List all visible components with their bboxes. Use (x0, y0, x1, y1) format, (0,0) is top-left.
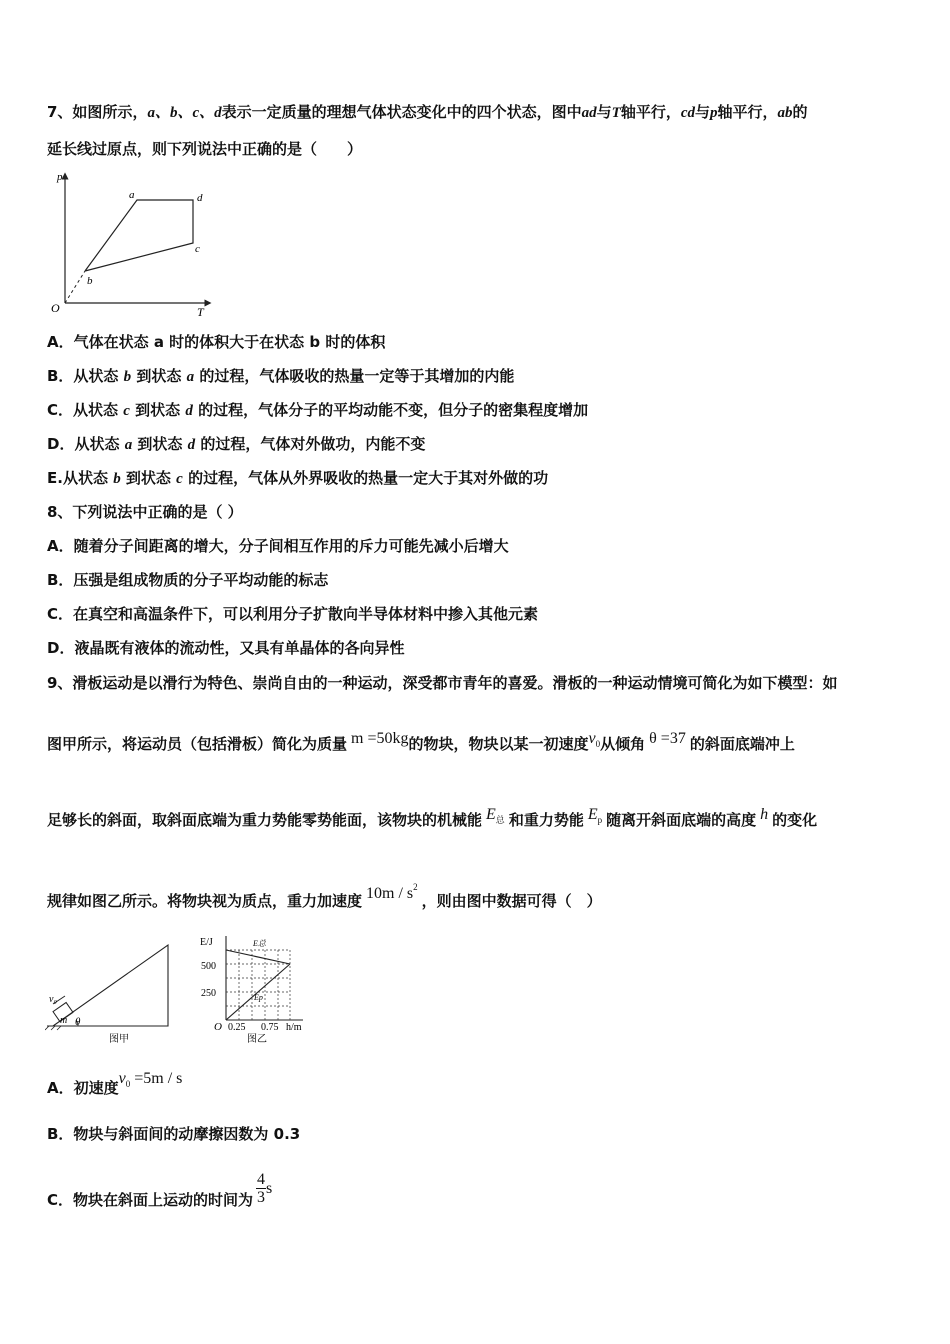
q7-pt-graph (45, 168, 220, 318)
tick-075: 0.75 (261, 1022, 279, 1033)
q9-figure-incline (45, 940, 180, 1050)
grid-dashed (226, 950, 290, 1020)
q7-stem-line2: 延长线过原点，则下列说法中正确的是（ ） (47, 140, 363, 158)
q7-option-a: A．气体在状态 a 时的体积大于在状态 b 时的体积 (47, 333, 386, 351)
caption-jia: 图甲 (109, 1034, 129, 1045)
q7-option-d: D．从状态 a 到状态 d 的过程，气体对外做功，内能不变 (47, 435, 426, 453)
q8-option-b: B．压强是组成物质的分子平均动能的标志 (47, 571, 329, 589)
q9-stem-line1: 9、滑板运动是以滑行为特色、崇尚自由的一种运动，深受都市青年的喜爱。滑板的一种运动情境可简化为如下模型：如 (47, 674, 838, 692)
q7-option-b: B．从状态 b 到状态 a 的过程，气体吸收的热量一定等于其增加的内能 (47, 367, 515, 385)
q7-dashed-extension (65, 271, 85, 303)
q9-option-c: C．物块在斜面上运动的时间为 $\frac{4}{3}$ s (47, 1171, 273, 1209)
graph-xlabel: h/m (286, 1022, 302, 1033)
q9-stem-line3: 足够长的斜面，取斜面底端为重力势能零势能面，该物块的机械能 $E_总$ 和重力势能 $E_p$ 随离开斜面底端的高度 h 的变化 (47, 806, 818, 829)
ground-hatch (45, 1026, 61, 1030)
tick-250: 250 (201, 988, 216, 999)
q7-option-e: E.从状态 b 到状态 c 的过程，气体从外界吸收的热量一定大于其对外做的功 (47, 469, 549, 487)
q7-label-b: b (87, 275, 93, 287)
label-e-p: Ep (254, 993, 263, 1002)
q7-label-d: d (197, 192, 203, 204)
label-v0: v₀ (49, 994, 57, 1005)
q9-option-b: B．物块与斜面间的动摩擦因数为 0.3 (47, 1125, 301, 1143)
q7-label-a: a (129, 189, 135, 201)
q7-option-c: C．从状态 c 到状态 d 的过程，气体分子的平均动能不变，但分子的密集程度增加 (47, 401, 589, 419)
caption-yi: 图乙 (247, 1034, 267, 1045)
fraction-4-3: $\frac{4}{3}$ (257, 1171, 266, 1206)
graph-ylabel: E/J (200, 937, 213, 948)
line-total-energy (226, 950, 290, 964)
q8-option-a: A．随着分子间距离的增大，分子间相互作用的斥力可能先减小后增大 (47, 537, 509, 555)
label-theta: θ (75, 1016, 81, 1028)
tick-025: 0.25 (228, 1022, 246, 1033)
q7-label-T: T (197, 305, 204, 318)
q9-figure-energy-graph (198, 930, 318, 1050)
q7-label-p: p (57, 171, 63, 183)
q7-cycle-path (85, 200, 193, 271)
q7-stem-line1: 7、如图所示，a、b、c、d表示一定质量的理想气体状态变化中的四个状态，图中ad与T轴平行，cd与p轴平行，ab的 (47, 103, 808, 121)
label-m: m (60, 1015, 68, 1026)
q8-option-c: C．在真空和高温条件下，可以利用分子扩散向半导体材料中掺入其他元素 (47, 605, 539, 623)
q8-option-d: D．液晶既有液体的流动性，又具有单晶体的各向异性 (47, 639, 405, 657)
q8-stem: 8、下列说法中正确的是（ ） (47, 503, 243, 521)
q7-label-O: O (51, 301, 60, 315)
q9-stem-line4: 规律如图乙所示。将物块视为质点，重力加速度 $10m / s^2$ ，则由图中数据可得（ ） (47, 882, 602, 910)
tick-500: 500 (201, 961, 216, 972)
graph-origin: O (214, 1021, 222, 1033)
q7-label-c: c (195, 243, 200, 255)
q9-stem-line2: 图甲所示，将运动员（包括滑板）简化为质量 m =50kg的物块，物块以某一初速度$v_0$从倾角 θ =37 的斜面底端冲上 (47, 730, 795, 753)
q9-option-a: A．初速度$v_0 =5m / s$ (47, 1070, 183, 1097)
label-e-total: E总 (253, 939, 266, 948)
